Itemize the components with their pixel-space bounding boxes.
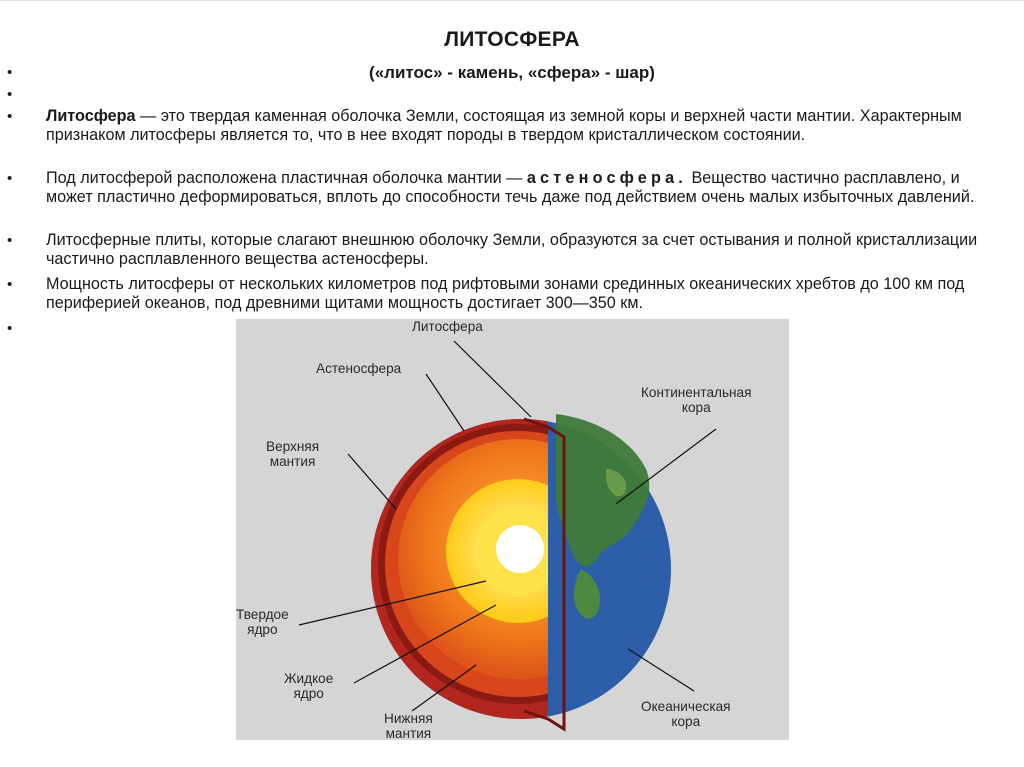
label-lithosphere: Литосфера [412,319,483,334]
label-line: Твердое [236,607,289,622]
slide-subtitle: («литос» - камень, «сфера» - шар) [369,63,655,82]
label-upper-mantle [266,439,319,469]
bullet-marker: • [7,64,13,81]
label-line: кора [681,400,711,415]
label-asthenosphere: Астеносфера [316,361,402,376]
label-line: Континентальная [641,385,752,400]
label-line: кора [671,714,701,729]
label-line: Нижняя [384,711,433,726]
paragraph-lithosphere [46,107,1006,145]
label-line: мантия [269,454,316,469]
term-lithosphere: Литосфера [46,107,136,125]
earth-structure-figure [236,319,789,740]
term-asthenosphere: астеносфера. [526,169,687,187]
bullet-marker: • [7,86,13,103]
label-line: ядро [293,686,324,701]
label-oceanic-crust [641,699,731,729]
paragraph-text: Вещество частично расплавлено, и может пластично деформироваться, вплоть до способности течь даже под действием очень малых избыточных давлений. [46,169,975,207]
label-line: ядро [247,622,278,637]
bullet-marker: • [7,108,13,125]
paragraph-asthenosphere [46,169,1006,207]
paragraph-thickness: Мощность литосферы от нескольких километров под рифтовыми зонами срединных океанических хребтов до 100 км под периферией океанов, под древними щитами мощность достигает 300—350 км. [46,275,965,313]
bullet-marker: • [7,320,13,337]
bullet-marker: • [7,232,13,249]
label-line: Жидкое [284,671,334,686]
label-liquid-core [284,671,333,701]
paragraph-plates: Литосферные плиты, которые слагают внешнюю оболочку Земли, образуются за счет остывания и полной кристаллизации частично расплавленного вещества астеносферы. [46,231,978,269]
label-line: Океаническая [641,699,731,714]
label-solid-core [236,607,289,637]
bullet-marker: • [7,170,13,187]
slide-title: ЛИТОСФЕРА [444,28,580,51]
label-line: мантия [385,726,432,741]
label-lower-mantle [384,711,433,741]
bullet-marker: • [7,276,13,293]
label-continental-crust [641,385,751,415]
paragraph-text: — это твердая каменная оболочка Земли, состоящая из земной коры и верхней части мантии. Характерным признаком литосферы является то, что в нее входят породы в твердом кристаллическом состоянии. [46,107,962,145]
paragraph-text: Под литосферой расположена пластичная оболочка мантии — [46,169,527,187]
label-line: Верхняя [266,439,320,454]
